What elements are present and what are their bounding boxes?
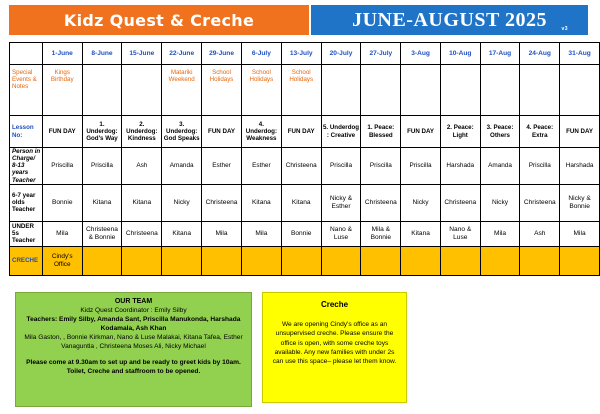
team-others: Mila Gaston, , Bonnie Kirkman, Nano & Luse Malakai, Kitana Tafea, Esther Vanaguntla , Christeena Moses Ali, Nicky Michael [24, 334, 243, 350]
table-cell: Mila [241, 221, 281, 246]
table-cell: Nano & Luse [321, 221, 361, 246]
special-events-row [10, 65, 600, 116]
table-cell: Amanda [480, 148, 520, 185]
table-cell: 5. Underdog : Creative [321, 116, 361, 148]
table-cell [560, 246, 600, 275]
team-teachers: Teachers: Emily Silby, Amanda Sant, Priscilla Manukonda, Harshada Kodamala, Ash Khan [26, 316, 241, 333]
table-cell: Christeena [440, 184, 480, 221]
table-cell: Priscilla [42, 148, 82, 185]
table-cell: Christeena [520, 184, 560, 221]
table-cell: Ash [122, 148, 162, 185]
date-header-cell: 8-June [82, 43, 122, 65]
table-cell: FUN DAY [281, 116, 321, 148]
date-header-cell: 20-July [321, 43, 361, 65]
corner-cell [10, 43, 43, 65]
table-cell [520, 246, 560, 275]
date-header-cell: 3-Aug [401, 43, 441, 65]
row-label: CRECHE [10, 246, 43, 275]
table-cell: Christeena [122, 221, 162, 246]
table-cell: School Holidays [241, 65, 281, 116]
table-cell: Christeena [202, 184, 242, 221]
table-cell [560, 65, 600, 116]
table-cell: Kitana [122, 184, 162, 221]
table-cell: 3. Peace: Others [480, 116, 520, 148]
table-cell [401, 65, 441, 116]
table-cell: Kitana [162, 221, 202, 246]
date-header-cell: 15-June [122, 43, 162, 65]
row-label: UNDER 5s Teacher [10, 221, 43, 246]
table-cell: Priscilla [82, 148, 122, 185]
table-cell: Bonnie [42, 184, 82, 221]
table-cell: Kings Birthday [42, 65, 82, 116]
table-cell: Nicky [162, 184, 202, 221]
table-cell: Christeena & Bonnie [82, 221, 122, 246]
table-cell: Kitana [281, 184, 321, 221]
team-note: Please come at 9.30am to set up and be ready to greet kids by 10am. Toilet, Creche and staffroom to be opened. [26, 358, 241, 375]
table-cell [281, 246, 321, 275]
table-cell: Esther [202, 148, 242, 185]
table-cell: Priscilla [361, 148, 401, 185]
date-header-cell: 6-July [241, 43, 281, 65]
table-cell [122, 246, 162, 275]
table-cell [480, 246, 520, 275]
table-cell: Priscilla [321, 148, 361, 185]
table-cell [162, 246, 202, 275]
table-cell: Cindy's Office [42, 246, 82, 275]
table-cell [122, 65, 162, 116]
kidz-quest-title: Kidz Quest & Creche [63, 10, 255, 30]
our-team-box [15, 292, 252, 407]
table-cell: FUN DAY [401, 116, 441, 148]
table-cell: Nano & Luse [440, 221, 480, 246]
date-range-title: JUNE-AUGUST 2025 [352, 8, 547, 31]
table-cell: Esther [241, 148, 281, 185]
header-title-right [311, 5, 588, 35]
table-cell [440, 65, 480, 116]
creche-box-text: We are opening Cindy's office as an unsupervised creche. Please ensure the office is open, with some creche toys available. Any new families with under 2s can use this space– please let them know. [272, 321, 397, 366]
row-label: Special Events & Notes [10, 65, 43, 116]
table-cell: 2. Underdog: Kindness [122, 116, 162, 148]
date-header-cell: 1-June [42, 43, 82, 65]
table-cell: Nicky & Esther [321, 184, 361, 221]
senior-teacher-row [10, 148, 600, 185]
row-label: Lesson No: [10, 116, 43, 148]
table-cell [202, 246, 242, 275]
table-cell: Mila [202, 221, 242, 246]
row-label: 6-7 year olds Teacher [10, 184, 43, 221]
table-cell: FUN DAY [560, 116, 600, 148]
table-cell: Kitana [241, 184, 281, 221]
table-cell: Kitana [82, 184, 122, 221]
table-cell [321, 246, 361, 275]
table-cell: School Holidays [202, 65, 242, 116]
date-header-cell: 10-Aug [440, 43, 480, 65]
table-cell: Priscilla [520, 148, 560, 185]
table-cell: Priscilla [401, 148, 441, 185]
date-header-row [10, 43, 600, 65]
table-cell: Christeena [281, 148, 321, 185]
lesson-row [10, 116, 600, 148]
date-header-cell: 17-Aug [480, 43, 520, 65]
date-header-cell: 22-June [162, 43, 202, 65]
date-header-cell: 27-July [361, 43, 401, 65]
table-cell: 1. Underdog: God's Way [82, 116, 122, 148]
table-cell [401, 246, 441, 275]
table-cell: Christeena [361, 184, 401, 221]
table-cell: Kitana [401, 221, 441, 246]
date-header-cell: 29-June [202, 43, 242, 65]
table-cell: 3. Underdog: God Speaks [162, 116, 202, 148]
table-cell: Ash [520, 221, 560, 246]
table-cell: Mila [42, 221, 82, 246]
creche-info-box [262, 292, 407, 403]
table-cell: 2. Peace: Light [440, 116, 480, 148]
date-header-cell: 13-July [281, 43, 321, 65]
table-cell: Nicky & Bonnie [560, 184, 600, 221]
team-title: OUR TEAM [114, 298, 153, 305]
table-cell: 4. Peace: Extra [520, 116, 560, 148]
table-cell: FUN DAY [42, 116, 82, 148]
table-cell: Nicky [401, 184, 441, 221]
table-cell [321, 65, 361, 116]
table-cell [361, 65, 401, 116]
version-tag: v3 [561, 26, 568, 32]
table-cell: School Holidays [281, 65, 321, 116]
creche-box-title: Creche [320, 300, 349, 309]
table-cell: FUN DAY [202, 116, 242, 148]
table-cell: Harshada [440, 148, 480, 185]
table-cell [361, 246, 401, 275]
table-cell: Bonnie [281, 221, 321, 246]
roster-table [9, 42, 600, 276]
table-cell: Mila & Bonnie [361, 221, 401, 246]
table-cell: Mila [480, 221, 520, 246]
table-cell: Mila [560, 221, 600, 246]
table-cell: Amanda [162, 148, 202, 185]
under5-teacher-row [10, 221, 600, 246]
table-cell: 4. Underdog: Weakness [241, 116, 281, 148]
header-title-left [9, 5, 309, 35]
row-label: Person in Charge/ 8-13 years Teacher [10, 148, 43, 185]
date-header-cell: 31-Aug [560, 43, 600, 65]
table-cell: Nicky [480, 184, 520, 221]
table-cell [440, 246, 480, 275]
table-cell: Harshada [560, 148, 600, 185]
table-cell [520, 65, 560, 116]
table-cell: 1. Peace: Blessed [361, 116, 401, 148]
table-cell [82, 246, 122, 275]
date-header-cell: 24-Aug [520, 43, 560, 65]
team-coordinator: Kidz Quest Coordinator : Emily Silby [80, 307, 187, 315]
table-cell [241, 246, 281, 275]
table-cell [480, 65, 520, 116]
table-cell: Matariki Weekend [162, 65, 202, 116]
table-cell [82, 65, 122, 116]
creche-row [10, 246, 600, 275]
junior-teacher-row [10, 184, 600, 221]
